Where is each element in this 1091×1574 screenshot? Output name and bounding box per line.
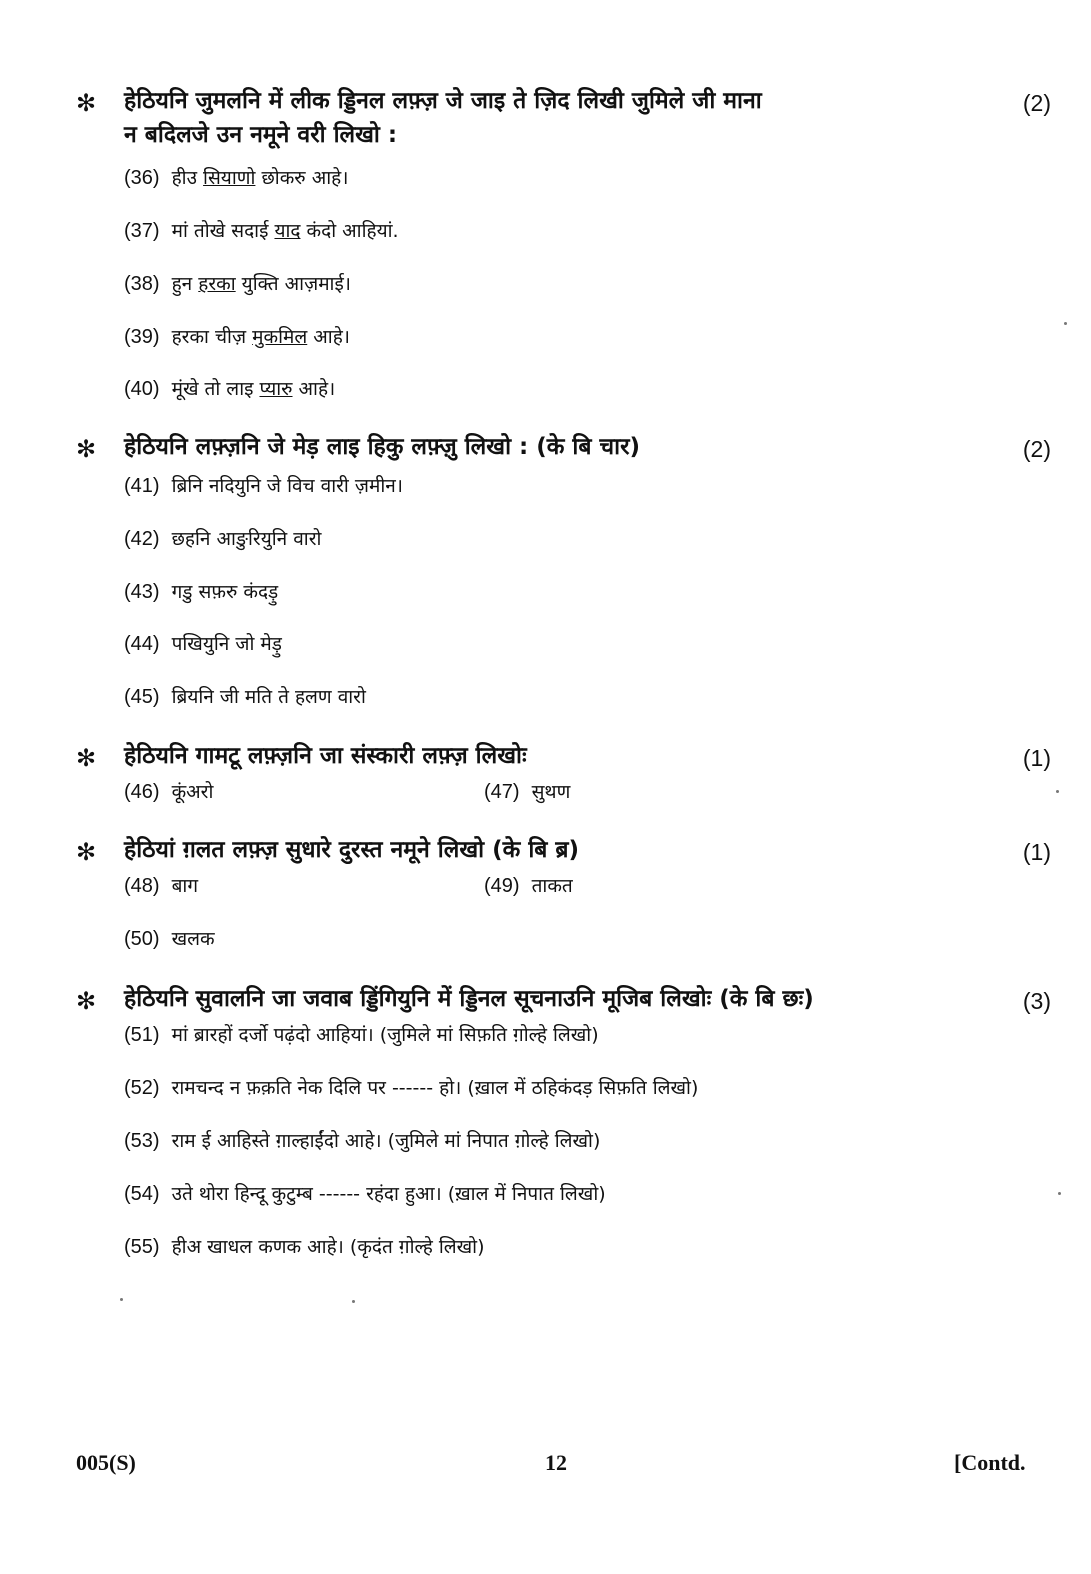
question-heading: हेठियनि लफ़्ज़नि जे मेड़ लाइ हिकु लफ़्ज़ु लिखो : (के बि चार) (124, 434, 640, 460)
question-item (484, 872, 573, 900)
item-text: हीअ खाधल कणक आहे। (कृदंत ग़ोल्हे लिखो) (171, 1236, 485, 1258)
question-item (124, 578, 278, 606)
question-item (124, 525, 321, 553)
item-text: रामचन्द न फ़क़ति नेक दिलि पर ------ हो। (ख़ाल में ठहिकंदड़ सिफ़ति लिखो) (171, 1077, 699, 1099)
item-number: (45) (124, 686, 160, 708)
marks-label: (1) (1022, 839, 1051, 865)
underlined-word: हरका (198, 273, 236, 295)
paper-code: 005(S) (76, 1450, 136, 1475)
item-number: (37) (124, 220, 160, 242)
item-text: मां तोखे सदाई (171, 220, 275, 242)
item-text: मां ब्रारहों दर्जो पढ़ंदो आहियां। (जुमिले मां सिफ़ति ग़ोल्हे लिखो) (171, 1024, 599, 1046)
asterisk-bullet-icon: ✻ (76, 838, 97, 866)
asterisk-bullet-icon: ✻ (76, 89, 97, 117)
marks-label: (1) (1022, 745, 1051, 771)
item-number: (39) (124, 326, 160, 348)
question-item (124, 1233, 485, 1261)
scan-speck (1064, 322, 1067, 325)
asterisk-bullet-icon: ✻ (76, 744, 97, 772)
item-text: हरका चीज़ (171, 326, 253, 348)
item-number: (51) (124, 1024, 160, 1046)
item-number: (42) (124, 528, 160, 550)
underlined-word: मुकमिल (252, 326, 308, 348)
item-number: (47) (484, 781, 520, 803)
item-text: गडु सफ़रु कंदड़ु (171, 581, 279, 603)
item-text: मूंखे तो लाइ (171, 378, 260, 400)
item-text: राम ई आहिस्ते ग़ाल्हाईंदो आहे। (जुमिले मां निपात ग़ोल्हे लिखो) (171, 1130, 601, 1152)
question-item (124, 472, 403, 500)
question-item (124, 217, 399, 245)
question-item (124, 925, 215, 953)
item-number: (43) (124, 581, 160, 603)
scan-speck (120, 1298, 123, 1301)
item-text: ब्रिनि नदियुनि जे विच वारी ज़मीन। (171, 475, 404, 497)
scan-speck (352, 1300, 355, 1303)
item-text: कूंअरो (171, 781, 214, 803)
item-text: कंदो आहियां. (300, 220, 399, 242)
item-number: (53) (124, 1130, 160, 1152)
item-text: सुथण (531, 781, 571, 803)
item-text: बाग (171, 875, 199, 897)
question-item (124, 630, 282, 658)
underlined-word: सियाणो (203, 167, 256, 189)
question-item (124, 1074, 698, 1102)
item-text: हीउ (171, 167, 204, 189)
item-text: युक्ति आज़माई। (235, 273, 352, 295)
item-text: छोकरु आहे। (255, 167, 349, 189)
item-text: ताकत (531, 875, 573, 897)
marks-label: (2) (1022, 90, 1051, 116)
question-heading: हेठियां ग़लत लफ़्ज़ सुधारे दुरस्त नमूने लिखो (के बि ब्र) (124, 837, 580, 863)
item-number: (55) (124, 1236, 160, 1258)
item-text: उते थोरा हिन्दू कुटुम्ब ------ रहंदा हुआ। (ख़ाल में निपात लिखो) (171, 1183, 606, 1205)
item-text: हुन (171, 273, 199, 295)
question-item (124, 164, 348, 192)
question-heading (124, 84, 984, 152)
item-number: (44) (124, 633, 160, 655)
page-number: 12 (545, 1450, 567, 1475)
question-item (124, 1127, 600, 1155)
item-text: ब्रियनि जी मति ते हलण वारो (171, 686, 366, 708)
question-item (124, 872, 198, 900)
item-number: (41) (124, 475, 160, 497)
item-number: (36) (124, 167, 160, 189)
question-item (124, 1180, 606, 1208)
item-text: पखियुनि जो मेड़ु (171, 633, 282, 655)
item-number: (38) (124, 273, 160, 295)
asterisk-bullet-icon: ✻ (76, 435, 97, 463)
item-text: खलक (171, 928, 215, 950)
item-number: (48) (124, 875, 160, 897)
item-number: (52) (124, 1077, 160, 1099)
question-item (124, 1021, 599, 1049)
question-item (124, 323, 350, 351)
underlined-word: प्यारु (259, 378, 293, 400)
question-heading: हेठियनि सुवालनि जा जवाब ड्डिंगियुनि में ड्डिनल सूचनाउनि मूजिब लिखोः (के बि छः) (124, 986, 814, 1012)
scan-speck (1056, 790, 1059, 793)
item-text: आहे। (292, 378, 336, 400)
marks-label: (2) (1022, 436, 1051, 462)
item-number: (49) (484, 875, 520, 897)
question-heading-line: न बदिलजे उन नमूने वरी लिखो : (124, 122, 398, 148)
item-number: (46) (124, 781, 160, 803)
question-item (124, 683, 366, 711)
item-number: (54) (124, 1183, 160, 1205)
question-heading: हेठियनि गामटू लफ़्ज़नि जा संस्कारी लफ़्ज़ लिखोः (124, 743, 527, 769)
question-item (484, 778, 570, 806)
question-item (124, 375, 335, 403)
marks-label: (3) (1022, 988, 1051, 1014)
underlined-word: याद (274, 220, 301, 242)
item-text: छहनि आङुरियुनि वारो (171, 528, 322, 550)
question-heading-line: हेठियनि जुमलनि में लीक ड्डिनल लफ़्ज़ जे जाइ ते ज़िद लिखी जुमिले जी माना (124, 88, 762, 114)
item-number: (50) (124, 928, 160, 950)
question-item (124, 778, 213, 806)
question-item (124, 270, 351, 298)
scan-speck (1058, 1192, 1061, 1195)
asterisk-bullet-icon: ✻ (76, 987, 97, 1015)
item-text: आहे। (307, 326, 350, 348)
item-number: (40) (124, 378, 160, 400)
continued-label: [Contd. (954, 1450, 1026, 1475)
